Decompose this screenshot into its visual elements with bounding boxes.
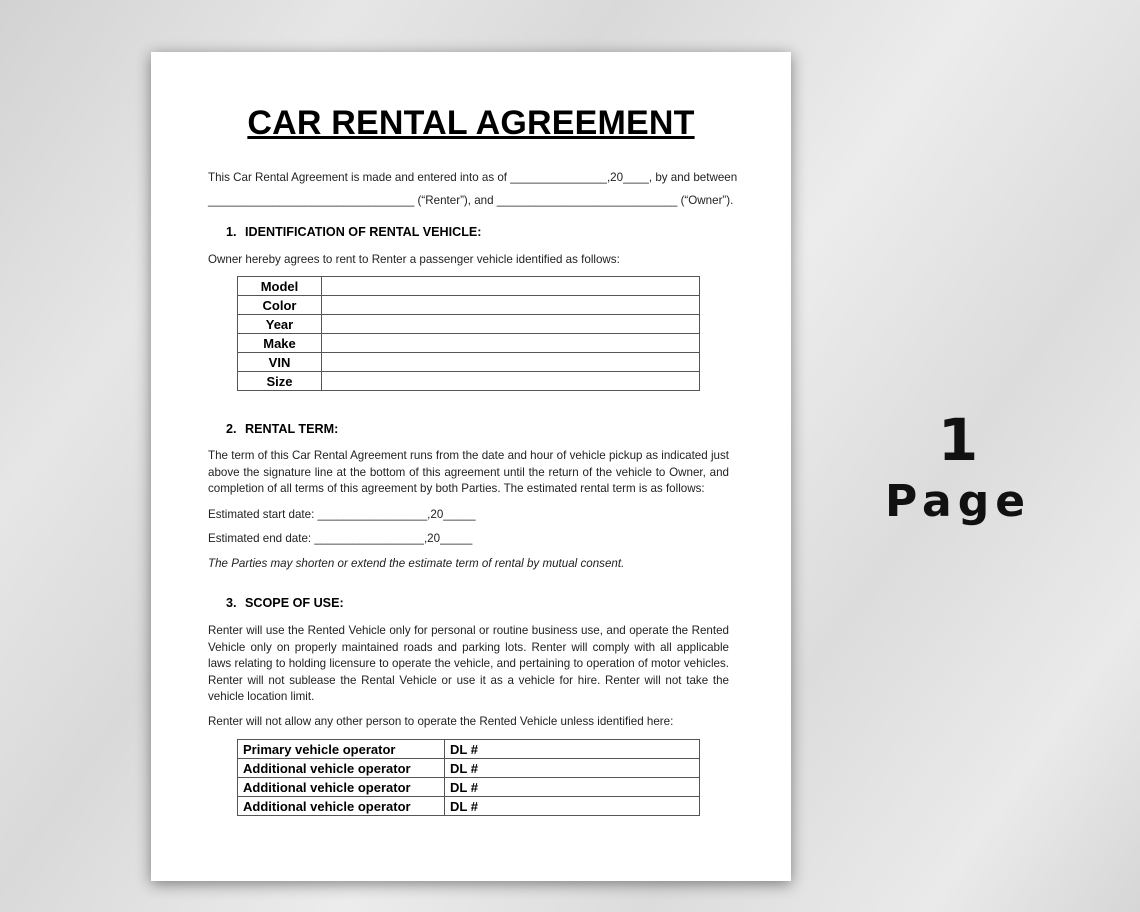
page-count-number: 1: [937, 406, 979, 474]
section-2-number: 2.: [226, 422, 237, 436]
estimated-start-date: Estimated start date: _________________,20_____: [208, 508, 476, 521]
vehicle-field-label: Year: [238, 315, 322, 334]
table-row: [238, 778, 700, 797]
operator-dl[interactable]: DL #: [445, 740, 700, 759]
vehicle-field-value[interactable]: [322, 315, 700, 334]
section-3-title: SCOPE OF USE:: [245, 596, 344, 610]
intro-line-2: ________________________________ (“Renter”), and ____________________________ (“Owner”).: [208, 194, 734, 207]
section-3-number: 3.: [226, 596, 237, 610]
section-2-text: The term of this Car Rental Agreement runs from the date and hour of vehicle pickup as indicated just above the signature line at the bottom of this agreement until the return of the vehicle to Owner, and completion of all terms of this agreement by both Parties. The estimated rental term is as follows:: [208, 449, 729, 495]
vehicle-field-label: Color: [238, 296, 322, 315]
intro-line-1: This Car Rental Agreement is made and entered into as of _______________,20____, by and between: [208, 171, 738, 184]
vehicle-field-value[interactable]: [322, 334, 700, 353]
vehicle-field-label: Size: [238, 372, 322, 391]
operator-dl[interactable]: DL #: [445, 797, 700, 816]
table-row: [238, 353, 700, 372]
document-page: [151, 52, 791, 881]
vehicle-field-value[interactable]: [322, 372, 700, 391]
section-2-note: The Parties may shorten or extend the estimate term of rental by mutual consent.: [208, 557, 625, 570]
vehicle-field-value[interactable]: [322, 296, 700, 315]
table-row: [238, 797, 700, 816]
table-row: [238, 334, 700, 353]
table-row: [238, 740, 700, 759]
section-3-text-2: Renter will not allow any other person to operate the Rented Vehicle unless identified here:: [208, 715, 674, 728]
operator-label: Additional vehicle operator: [238, 797, 445, 816]
section-1-number: 1.: [226, 225, 237, 239]
vehicle-operators-table: [237, 739, 700, 816]
vehicle-field-label: Make: [238, 334, 322, 353]
vehicle-field-label: VIN: [238, 353, 322, 372]
section-1-heading: [226, 225, 481, 239]
table-row: [238, 759, 700, 778]
section-2-heading: [226, 422, 338, 436]
vehicle-identification-table: [237, 276, 700, 391]
table-row: [238, 296, 700, 315]
document-title: CAR RENTAL AGREEMENT: [247, 104, 695, 142]
section-1-title: IDENTIFICATION OF RENTAL VEHICLE:: [245, 225, 482, 239]
vehicle-field-label: Model: [238, 277, 322, 296]
operator-label: Additional vehicle operator: [238, 759, 445, 778]
section-1-text: Owner hereby agrees to rent to Renter a passenger vehicle identified as follows:: [208, 253, 620, 266]
vehicle-field-value[interactable]: [322, 353, 700, 372]
section-3-text: Renter will use the Rented Vehicle only for personal or routine business use, and operate the Rented Vehicle only on properly maintained roads and parking lots. Renter will comply with all applicable laws relating to holding licensure to operate the vehicle, and pertaining to operation of motor vehicles. Renter will not sublease the Rental Vehicle or use it as a vehicle for hire. Renter will not take the vehicle location limit.: [208, 624, 729, 703]
table-row: [238, 372, 700, 391]
section-2-title: RENTAL TERM:: [245, 422, 339, 436]
vehicle-field-value[interactable]: [322, 277, 700, 296]
operator-label: Additional vehicle operator: [238, 778, 445, 797]
operator-label: Primary vehicle operator: [238, 740, 445, 759]
section-3-heading: [226, 596, 344, 610]
operator-dl[interactable]: DL #: [445, 759, 700, 778]
table-row: [238, 315, 700, 334]
operator-dl[interactable]: DL #: [445, 778, 700, 797]
estimated-end-date: Estimated end date: _________________,20_____: [208, 532, 473, 545]
page-count-label: Page: [884, 476, 1032, 527]
table-row: [238, 277, 700, 296]
